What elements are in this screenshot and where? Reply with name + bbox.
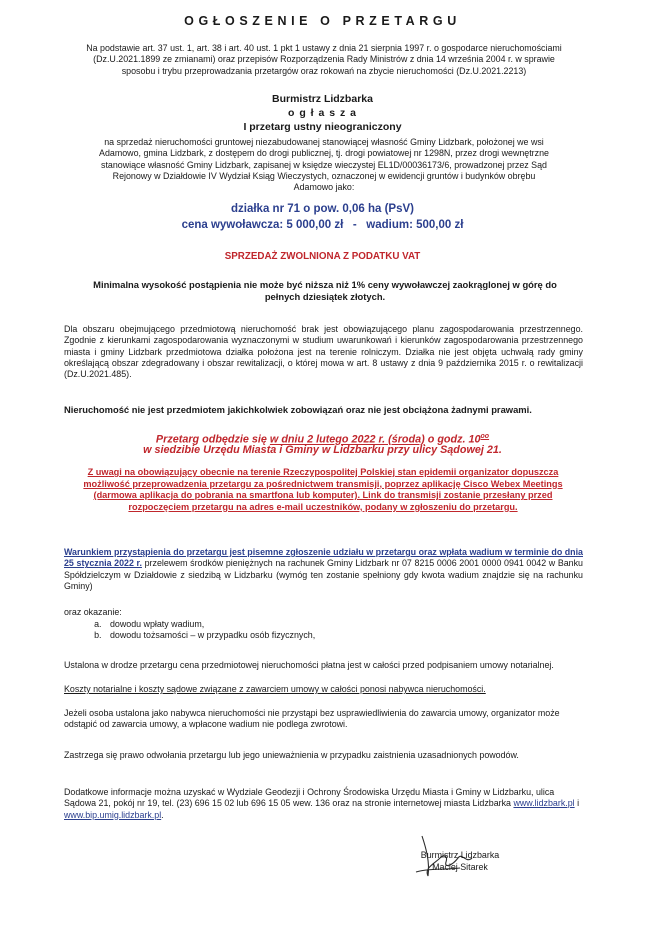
signature-role: Burmistrz Lidzbarka [420, 850, 500, 860]
plot-line: działka nr 71 o pow. 0,06 ha (PsV) [231, 203, 414, 215]
info-text: Dodatkowe informacje można uzyskać w Wydziale Geodezji i Ochrony Środowiska Urzędu Miasta i Gminy w Lidzbarku, ulica Sądowa 21, pokój nr 19, tel. (23) 696 15 02 lub 696 15 05 wew. 136 oraz na stronie internetowej miasta Lidzbarka [64, 787, 555, 809]
tender-type: I przetarg ustny nieograniczony [243, 121, 402, 133]
show-label: oraz okazanie: [64, 607, 122, 617]
page-title: OGŁOSZENIE O PRZETARGU [184, 14, 461, 28]
bip-link[interactable]: www.bip.umig.lidzbark.pl [64, 809, 162, 820]
costs-paragraph: Koszty notarialne i koszty sądowe związane z zawarciem umowy w całości ponosi nabywca nieruchomości. [64, 684, 486, 694]
tender-place: w siedzibie Urzędu Miasta i Gminy w Lidzbarku przy ulicy Sądowej 21. [143, 444, 502, 456]
announcer: Burmistrz Lidzbarka [272, 93, 373, 105]
tender-date-minutes: oo [480, 433, 490, 440]
signature-name: Maciej Sitarek [432, 862, 488, 872]
sale-description: na sprzedaż nieruchomości gruntowej niezabudowanej stanowiącej własność Gminy Lidzbark, położonej we wsi Adamowo, gmina Lidzbark, z dostępem do drogi publicznej, tj. drogi powiatowej nr 1298N, przez drogi wewnętrzne stanowiące własność Gminy Lidzbark, zapisanej w księdze wieczystej EL1D/00036173/6, prowadzonej przez Sąd Rejonowy w Działdowie IV Wydział Ksiąg Wieczystych, oznaczonej w ewidencji gruntów i budynków obrębu Adamowo jako: [99, 137, 549, 193]
website-link[interactable]: www.lidzbark.pl [513, 798, 575, 809]
payment-paragraph: Ustalona w drodze przetargu cena przedmiotowej nieruchomości płatna jest w całości przed podpisaniem umowy notarialnej. [64, 660, 554, 670]
link-separator: i [574, 798, 580, 809]
zoning-paragraph: Dla obszaru obejmującego przedmiotową nieruchomość brak jest obowiązującego planu zagospodarowania przestrzennego. Zgodnie z kierunkami zagospodarowania wyznaczonymi w studium uwarunkowań i kierunków zagospodarowania przestrzennego miasta i gminy Lidzbark przedmiotowa działka położona jest na terenie rolniczym. Działka nie jest objęta uchwałą rady gminy określającą obszar zdegradowany i obszar rewitalizacji, o której mowa w art. 8 ustawy z dnia 9 października 2015 r. o rewitalizacji (Dz.U.2021.485). [64, 324, 583, 380]
announces: o g ł a s z a [287, 107, 358, 119]
no-show-paragraph: Jeżeli osoba ustalona jako nabywca nieruchomości nie przystąpi bez usprawiedliwienia do zawarcia umowy, organizator może odstąpić od zawarcia umowy, a wpłacone wadium nie podlega zwrotowi. [64, 708, 560, 730]
show-list [64, 619, 584, 642]
legal-basis: Na podstawie art. 37 ust. 1, art. 38 i art. 40 ust. 1 pkt 1 ustawy z dnia 21 sierpnia 1997 r. o gospodarce nieruchomościami (Dz.U.2021.1899 ze zmianami) oraz przepisów Rozporządzenia Rady Ministrów z dnia 14 września 2004 r. w sprawie sposobu i trybu przeprowadzania przetargów oraz rokowań na zbycie nieruchomości (Dz.U.2021.2213) [86, 43, 562, 76]
tender-date-hour: o godz. 10 [424, 433, 481, 446]
list-item: b. dowodu tożsamości – w przypadku osób fizycznych, [104, 630, 584, 641]
vat-notice: SPRZEDAŻ ZWOLNIONA Z PODATKU VAT [224, 251, 421, 262]
info-paragraph [64, 787, 583, 821]
info-end: . [161, 809, 164, 820]
epidemic-notice: Z uwagi na obowiązujący obecnie na terenie Rzeczypospolitej Polskiej stan epidemii organizator dopuszcza możliwość przeprowadzenia przetargu za pośrednictwem transmisji, poprzez aplikację Cisco Webex Meetings (darmowa aplikacja do pobrania na smartfona lub komputer). Link do transmisji zostanie przesłany przed rozpoczęciem przetargu na adres e-mail uczestników, podany w zgłoszeniu do przetargu. [83, 467, 563, 512]
price-line: cena wywoławcza: 5 000,00 zł - wadium: 500,00 zł [181, 219, 464, 231]
reserve-paragraph: Zastrzega się prawo odwołania przetargu lub jego unieważnienia w przypadku zaistnienia uzasadnionych powodów. [64, 750, 519, 760]
list-item: a. dowodu wpłaty wadium, [104, 619, 584, 630]
tender-date-value: w dniu 2 lutego 2022 r. (środa) [269, 433, 425, 446]
min-increase: Minimalna wysokość postąpienia nie może być niższa niż 1% ceny wywoławczej zaokrąglonej w górę do pełnych dziesiątek złotych. [93, 279, 557, 302]
condition-rest: przelewem środków pieniężnych na rachunek Gminy Lidzbark nr 07 8215 0006 2001 0000 0941 0042 w Banku Spółdzielczym w Działdowie z siedzibą w Lidzbarku (wymóg ten zostanie spełniony gdy kwota wadium znajdzie się na rachunku Gminy) [64, 558, 583, 591]
tender-date-prefix: Przetarg odbędzie się [155, 433, 270, 446]
condition-paragraph [64, 547, 583, 592]
condition-highlight: Warunkiem przystąpienia do przetargu jest pisemne zgłoszenie udziału w przetargu oraz wpłata wadium w terminie do dnia 25 stycznia 2022 r. [64, 547, 583, 569]
encumbrance-paragraph: Nieruchomość nie jest przedmiotem jakichkolwiek zobowiązań oraz nie jest obciążona żadnymi prawami. [64, 404, 532, 415]
